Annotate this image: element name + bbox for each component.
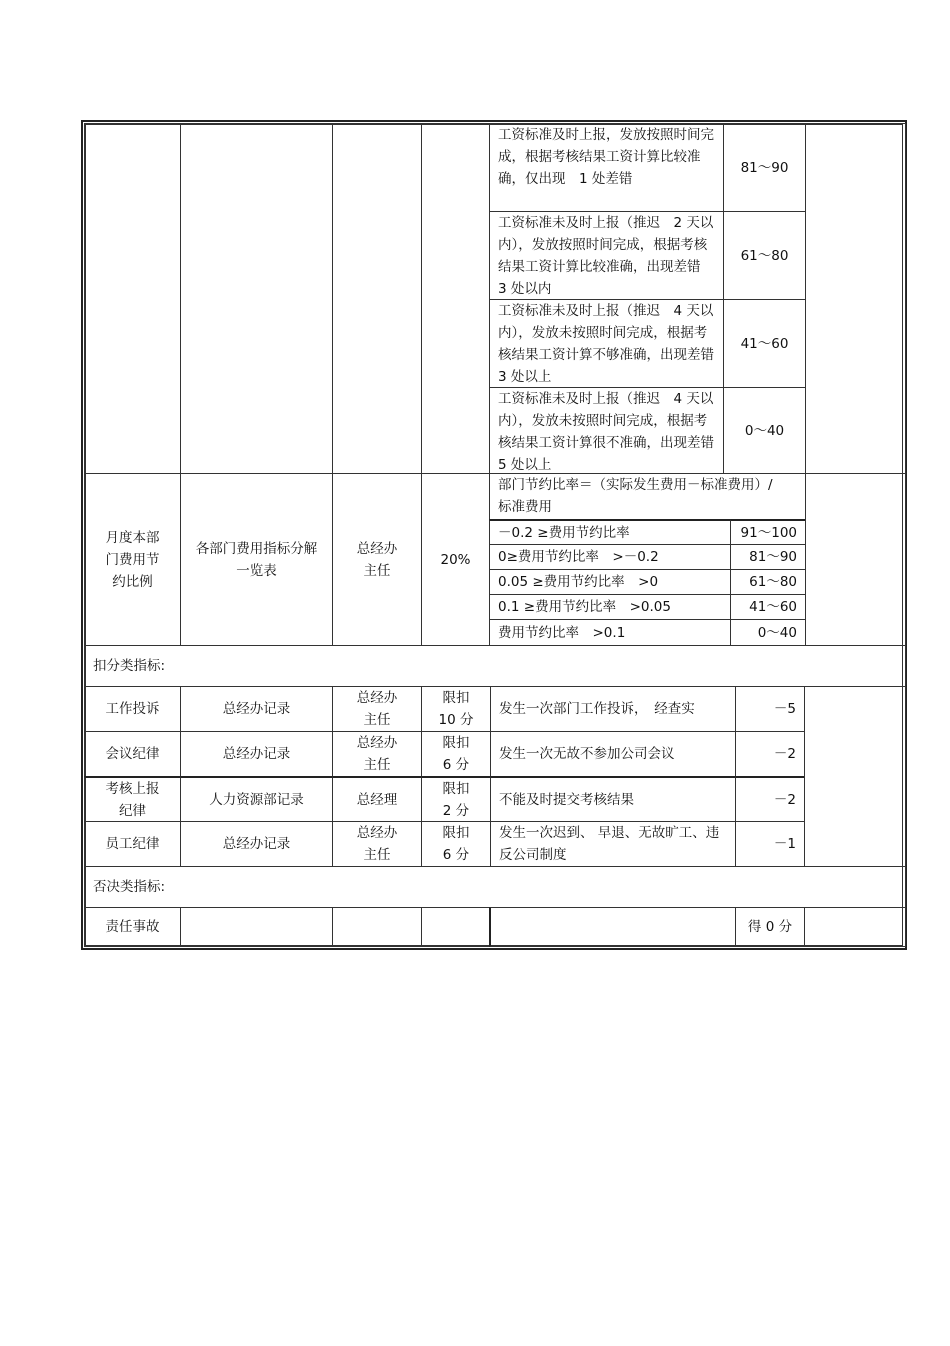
wage-score-4: 0～40 [723, 387, 806, 474]
wage-criterion-3: 工资标准未及时上报（推迟 4 天以内），发放未按照时间完成，根据考核结果工资计算不够准确，出现差错 3 处以上 [489, 299, 724, 388]
remark-cell-empty [805, 123, 906, 474]
deduction-remark-empty [804, 686, 906, 867]
deduction-name-2: 会议纪律 [84, 731, 181, 777]
deduction-name-1: 工作投诉 [84, 686, 181, 732]
veto-desc-empty [489, 907, 736, 947]
deduction-name-3 [84, 776, 181, 822]
cost-cond-5: 费用节约比率 >0.1 [489, 619, 731, 646]
deduction-desc-1: 发生一次部门工作投诉， 经查实 [490, 686, 736, 732]
deduction-desc-4 [490, 821, 736, 867]
veto-owner-empty [332, 907, 422, 947]
deduction-owner-1 [332, 686, 422, 732]
cost-score-1: 91～100 [730, 519, 806, 545]
deduction-source-2: 总经办记录 [180, 731, 333, 777]
cost-cond-3: 0.05 ≥费用节约比率 >0 [489, 569, 731, 595]
deduction-section-header: 扣分类指标: [84, 645, 906, 687]
deduction-limit-4-text: 限扣6 分 [442, 825, 470, 863]
source-cell-empty [180, 123, 333, 474]
weight-cell-empty [421, 123, 490, 474]
deduction-score-3: －2 [735, 776, 805, 822]
deduction-score-2: －2 [735, 731, 805, 777]
cost-score-4: 41～60 [730, 594, 806, 620]
wage-criterion-4: 工资标准未及时上报（推迟 4 天以内），发放未按照时间完成，根据考核结果工资计算很不准确，出现差错 5 处以上 [489, 387, 724, 474]
indicator-cell-empty [84, 123, 181, 474]
deduction-owner-3: 总经理 [332, 776, 422, 822]
veto-limit-empty [421, 907, 491, 947]
cost-formula [489, 473, 806, 520]
cost-cond-4: 0.1 ≥费用节约比率 >0.05 [489, 594, 731, 620]
deduction-limit-2-text: 限扣6 分 [442, 735, 470, 773]
cost-formula-text: 部门节约比率＝（实际发生费用－标准费用）/标准费用 [498, 477, 773, 515]
cost-score-2: 81～90 [730, 544, 806, 570]
deduction-owner-4 [332, 821, 422, 867]
deduction-limit-2 [421, 731, 491, 777]
deduction-limit-4 [421, 821, 491, 867]
wage-score-3: 41～60 [723, 299, 806, 388]
deduction-owner-2-text: 总经办主任 [356, 735, 398, 773]
deduction-owner-1-text: 总经办主任 [356, 690, 398, 728]
cost-indicator [84, 473, 181, 646]
deduction-source-4: 总经办记录 [180, 821, 333, 867]
deduction-desc-2: 发生一次无故不参加公司会议 [490, 731, 736, 777]
cost-score-3: 61～80 [730, 569, 806, 595]
deduction-owner-2 [332, 731, 422, 777]
deduction-limit-1-text: 限扣10 分 [438, 690, 474, 728]
wage-criterion-2: 工资标准未及时上报（推迟 2 天以内），发放按照时间完成，根据考核结果工资计算比较准确，出现差错 3 处以内 [489, 211, 724, 300]
deduction-source-3: 人力资源部记录 [180, 776, 333, 822]
deduction-score-4: －1 [735, 821, 805, 867]
deduction-source-1: 总经办记录 [180, 686, 333, 732]
deduction-score-1: －5 [735, 686, 805, 732]
wage-criterion-1: 工资标准及时上报，发放按照时间完成，根据考核结果工资计算比较准确，仅出现 1 处差错 [489, 123, 724, 212]
deduction-desc-4-text: 发生一次迟到、 早退、无故旷工、违反公司制度 [499, 825, 720, 863]
cost-cond-2: 0≥费用节约比率 >－0.2 [489, 544, 731, 570]
deduction-limit-1 [421, 686, 491, 732]
cost-owner [332, 473, 422, 646]
deduction-limit-3 [421, 776, 491, 822]
cost-weight: 20% [421, 473, 490, 646]
veto-section-header: 否决类指标: [84, 866, 906, 908]
veto-remark-empty [804, 907, 906, 947]
veto-name: 责任事故 [84, 907, 181, 947]
cost-indicator-text: 月度本部门费用节约比例 [105, 529, 160, 590]
veto-score: 得 0 分 [735, 907, 805, 947]
cost-score-5: 0～40 [730, 619, 806, 646]
cost-source [180, 473, 333, 646]
cost-cond-1: －0.2 ≥费用节约比率 [489, 519, 731, 545]
cost-remark-empty [805, 473, 906, 646]
wage-score-1: 81～90 [723, 123, 806, 212]
deduction-desc-3: 不能及时提交考核结果 [490, 776, 736, 822]
cost-source-text: 各部门费用指标分解一览表 [195, 540, 318, 579]
wage-score-2: 61～80 [723, 211, 806, 300]
veto-source-empty [180, 907, 333, 947]
deduction-name-4: 员工纪律 [84, 821, 181, 867]
cost-owner-text: 总经办主任 [356, 540, 398, 579]
deduction-name-3-text: 考核上报纪律 [105, 780, 160, 819]
owner-cell-empty [332, 123, 422, 474]
deduction-limit-3-text: 限扣2 分 [442, 780, 470, 819]
deduction-owner-4-text: 总经办主任 [356, 825, 398, 863]
